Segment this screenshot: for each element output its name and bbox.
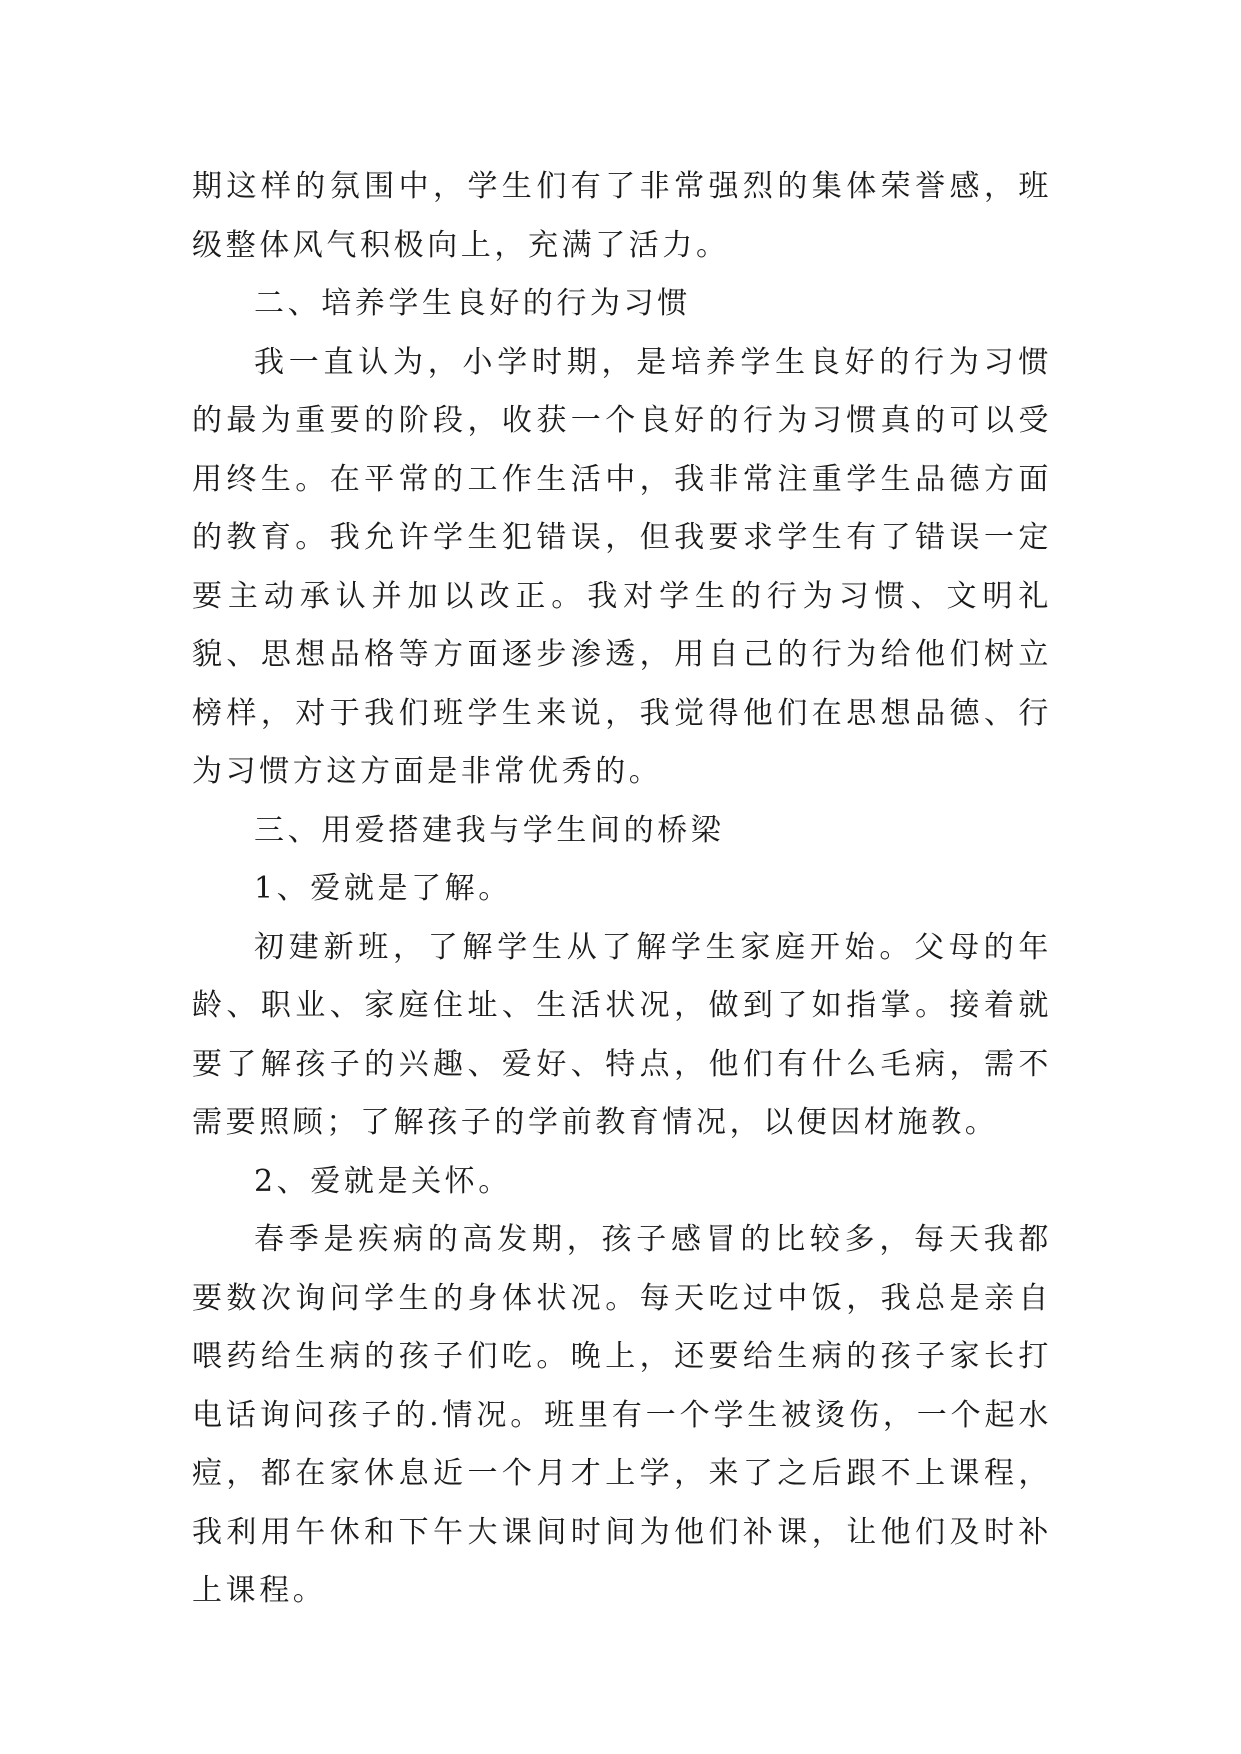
section-heading-3: 三、用爱搭建我与学生间的桥梁 (254, 812, 725, 848)
section-heading-2: 二、培养学生良好的行为习惯 (254, 286, 691, 321)
paragraph-behavior-habits: 我一直认为，小学时期，是培养学生良好的行为习惯的最为重要的阶段，收获一个良好的行为习惯真的可以受用终生。在平常的工作生活中，我非常注重学生品德方面的教育。我允许学生犯错误，但我要求学生有了错误一定要主动承认并加以改正。我对学生的行为习惯、文明礼貌、思想品格等方面逐步渗透，用自己的行为给他们树立榜样，对于我们班学生来说，我觉得他们在思想品德、行为习惯方这方面是非常优秀的。 (192, 344, 1052, 789)
subheading-love-is-care: 2、爱就是关怀。 (254, 1163, 512, 1199)
subheading-love-is-understanding: 1、爱就是了解。 (254, 871, 512, 906)
paragraph-continuation: 期这样的氛围中，学生们有了非常强烈的集体荣誉感，班级整体风气积极向上，充满了活力。 (192, 169, 1052, 263)
document-body (192, 158, 1052, 1621)
paragraph-care: 春季是疾病的高发期，孩子感冒的比较多，每天我都要数次询问学生的身体状况。每天吃过中饭，我总是亲自喂药给生病的孩子们吃。晚上，还要给生病的孩子家长打电话询问孩子的.情况。班里有一个学生被烫伤，一个起水痘，都在家休息近一个月才上学，来了之后跟不上课程，我利用午休和下午大课间时间为他们补课，让他们及时补上课程。 (192, 1222, 1052, 1608)
paragraph-understanding: 初建新班，了解学生从了解学生家庭开始。父母的年龄、职业、家庭住址、生活状况，做到了如指掌。接着就要了解孩子的兴趣、爱好、特点，他们有什么毛病，需不需要照顾；了解孩子的学前教育情况，以便因材施教。 (192, 929, 1052, 1140)
